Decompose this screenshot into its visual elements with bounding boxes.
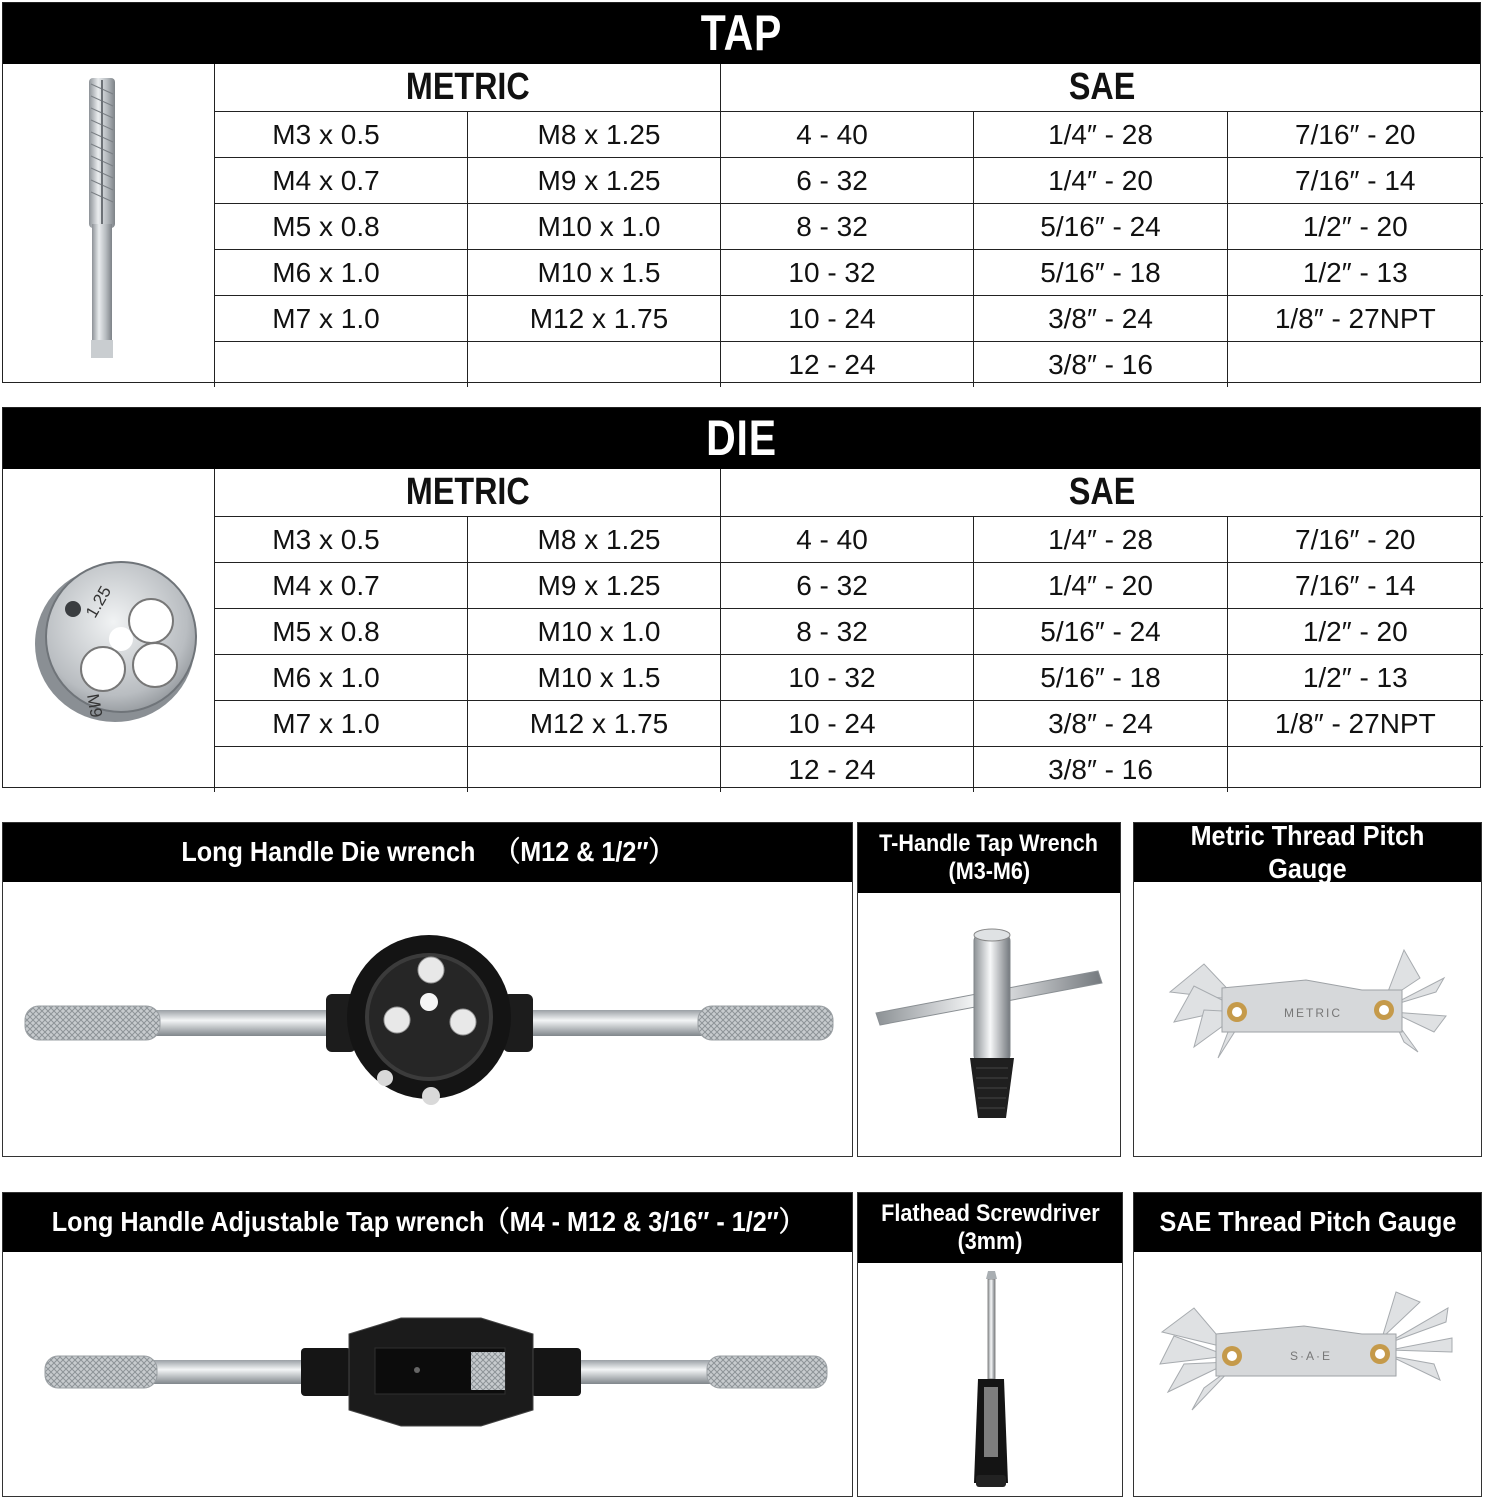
- table-cell: M7 x 1.0: [215, 701, 468, 747]
- die-size-table: [214, 469, 1483, 792]
- tap-section: [2, 2, 1481, 383]
- table-cell: 5/16″ - 24: [974, 609, 1228, 655]
- table-cell: 1/2″ - 13: [1228, 250, 1483, 296]
- screwdriver-image: [858, 1263, 1123, 1497]
- table-cell: 1/2″ - 20: [1228, 609, 1483, 655]
- die-title: DIE: [136, 408, 1347, 469]
- table-cell: M10 x 1.5: [468, 655, 721, 701]
- die-wrench-title: Long Handle Die wrench （M12 & 1/2″）: [3, 823, 852, 882]
- table-cell: 3/8″ - 16: [974, 747, 1228, 793]
- metric-gauge-title: Metric Thread Pitch Gauge: [1134, 823, 1481, 882]
- metric-gauge-panel: [1133, 822, 1482, 1157]
- metric-gauge-marking: METRIC: [1284, 1006, 1342, 1020]
- table-cell: 5/16″ - 24: [974, 204, 1228, 250]
- table-cell: M10 x 1.0: [468, 609, 721, 655]
- tap-metric-header: METRIC: [215, 64, 721, 112]
- table-cell: 3/8″ - 24: [974, 701, 1228, 747]
- table-cell: 1/4″ - 20: [974, 563, 1228, 609]
- table-cell: 12 - 24: [721, 342, 974, 388]
- table-cell: M10 x 1.0: [468, 204, 721, 250]
- table-cell: 1/4″ - 20: [974, 158, 1228, 204]
- table-cell: 3/8″ - 16: [974, 342, 1228, 388]
- table-cell: 12 - 24: [721, 747, 974, 793]
- table-cell: M3 x 0.5: [215, 517, 468, 563]
- metric-gauge-image: [1134, 882, 1482, 1156]
- table-cell: 4 - 40: [721, 112, 974, 158]
- sae-gauge-marking: S·A·E: [1290, 1349, 1333, 1363]
- table-cell: M4 x 0.7: [215, 563, 468, 609]
- die-wrench-panel: [2, 822, 853, 1157]
- table-cell: M3 x 0.5: [215, 112, 468, 158]
- t-handle-title: T-Handle Tap Wrench (M3-M6): [858, 823, 1120, 893]
- sae-gauge-image: [1134, 1252, 1482, 1496]
- sae-gauge-panel: [1133, 1192, 1482, 1497]
- table-cell: M12 x 1.75: [468, 701, 721, 747]
- die-metric-header: METRIC: [215, 469, 721, 517]
- table-cell: 5/16″ - 18: [974, 655, 1228, 701]
- table-cell: [215, 747, 468, 793]
- table-cell: [1228, 747, 1483, 793]
- t-handle-image: [858, 893, 1121, 1157]
- table-cell: 1/8″ - 27NPT: [1228, 296, 1483, 342]
- table-cell: M8 x 1.25: [468, 112, 721, 158]
- tap-size-table: [214, 64, 1483, 387]
- table-cell: 8 - 32: [721, 204, 974, 250]
- table-cell: M4 x 0.7: [215, 158, 468, 204]
- table-cell: M12 x 1.75: [468, 296, 721, 342]
- table-cell: M8 x 1.25: [468, 517, 721, 563]
- table-cell: 4 - 40: [721, 517, 974, 563]
- table-cell: 1/2″ - 13: [1228, 655, 1483, 701]
- table-cell: 7/16″ - 14: [1228, 158, 1483, 204]
- table-cell: M9 x 1.25: [468, 158, 721, 204]
- sae-gauge-title: SAE Thread Pitch Gauge: [1134, 1193, 1481, 1252]
- die-image: [3, 469, 215, 787]
- table-cell: 1/8″ - 27NPT: [1228, 701, 1483, 747]
- table-cell: 7/16″ - 20: [1228, 112, 1483, 158]
- table-cell: 7/16″ - 14: [1228, 563, 1483, 609]
- t-handle-panel: [857, 822, 1121, 1157]
- table-cell: M6 x 1.0: [215, 250, 468, 296]
- screwdriver-title: Flathead Screwdriver (3mm): [858, 1193, 1122, 1263]
- table-cell: 1/4″ - 28: [974, 517, 1228, 563]
- table-cell: M7 x 1.0: [215, 296, 468, 342]
- table-cell: 6 - 32: [721, 158, 974, 204]
- tap-sae-header: SAE: [721, 64, 1483, 112]
- tap-title: TAP: [136, 3, 1347, 64]
- table-cell: [215, 342, 468, 388]
- tap-wrench-panel: [2, 1192, 853, 1497]
- table-cell: 5/16″ - 18: [974, 250, 1228, 296]
- table-cell: 3/8″ - 24: [974, 296, 1228, 342]
- table-cell: 1/4″ - 28: [974, 112, 1228, 158]
- die-thread-marking: M9: [83, 692, 106, 719]
- table-cell: 10 - 32: [721, 655, 974, 701]
- die-size-marking: 1.25: [82, 582, 116, 621]
- table-cell: M10 x 1.5: [468, 250, 721, 296]
- table-cell: 6 - 32: [721, 563, 974, 609]
- die-wrench-image: [3, 882, 853, 1156]
- table-cell: 8 - 32: [721, 609, 974, 655]
- table-cell: M5 x 0.8: [215, 204, 468, 250]
- table-cell: [468, 747, 721, 793]
- table-cell: 10 - 24: [721, 701, 974, 747]
- die-section: [2, 407, 1481, 788]
- table-cell: M9 x 1.25: [468, 563, 721, 609]
- die-sae-header: SAE: [721, 469, 1483, 517]
- table-cell: M5 x 0.8: [215, 609, 468, 655]
- table-cell: 1/2″ - 20: [1228, 204, 1483, 250]
- tap-wrench-title: Long Handle Adjustable Tap wrench（M4 - M12 & 3/16″ - 1/2″）: [3, 1193, 852, 1252]
- table-cell: 10 - 32: [721, 250, 974, 296]
- table-cell: 10 - 24: [721, 296, 974, 342]
- table-cell: M6 x 1.0: [215, 655, 468, 701]
- table-cell: [1228, 342, 1483, 388]
- tap-wrench-image: [3, 1252, 853, 1496]
- tap-image: [3, 64, 215, 382]
- screwdriver-panel: [857, 1192, 1123, 1497]
- table-cell: [468, 342, 721, 388]
- table-cell: 7/16″ - 20: [1228, 517, 1483, 563]
